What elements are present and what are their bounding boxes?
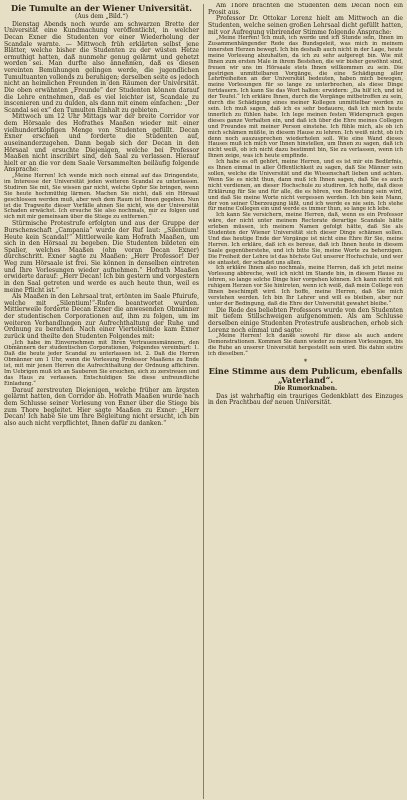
paragraph: Als Maaßen in den Lehrsaal trat, ertönten im Saale Pfuirufe, welche mit „Silentium!“-Rufen beantwortet wurden. Mittlerweile forderte Decan Exner die anwesenden Obmänner der studentischen Corporationen auf, ihm zu folgen, um im weiteren Verhandlungen zur Aufrechthaltung der Ruhe und Ordnung zu berathen. Nach einer Viertelstunde kam Exner zurück und theilte den Studenten Folgendes mit: bbox=[4, 293, 199, 340]
paragraph-quote: Ich habe es oft gehört, meine Herren, und es ist mir ein Bedürfnis, es Ihnen einmal in aller Öffentlichkeit zu sagen, daß Sie Männer sein sollen, welche die Universität und die Wissenschaft lieben und achten. Wenn Sie es nicht thun, dann muß ich Ihnen sagen, daß Sie es auch nicht verdienen, an dieser Hochschule zu studiren. Ich hoffe, daß diese Erklärung für Sie und für alle, die es hören, von Bedeutung sein wird, und daß Sie meine Worte nicht vergessen werden. Ich bin kein Mann, der von seiner Überzeugung läßt, und ich werde es nie sein. Ich stehe für meine Collegen ein und werde es immer thun, so lange ich lebe. bbox=[208, 159, 403, 213]
paragraph: Am Thore brachten die Studenten dem Decan noch ein Prosit aus. bbox=[208, 3, 403, 16]
paragraph-quote: Ich kann Sie versichern, meine Herren, daß, wenn es ein Professor wäre, der nicht unter meinem Rectorate derartige Scandale hätte erleben müssen, ich meinem Namen gefolgt hätte, daß Sie als Studenten der Wiener Universität sich dieser Dinge schämen sollen. Und das heutige Ende der Vorgänge ist nicht eine Ehre für Sie, meine Herren. Ich erkläre, daß ich es bereue, daß ich Ihnen heute in diesem Saale gegenüberstehe, und ich bitte Sie, meine Worte zu beherzigen. Die Freiheit der Lehre ist das höchste Gut unserer Hochschule, und wer sie antastet, der schadet uns allen. bbox=[208, 212, 403, 266]
article-headline: Die Tumulte an der Wiener Universität. bbox=[11, 3, 192, 13]
paragraph-quote: „Meine Herren! Ich danke sowohl für diese als auch andere Demonstrationen. Kommen Sie dann wieder zu meinen Vorlesungen, bis die Ruhe an unserer Universität hergestellt sein wird. Bis dahin sistire ich dieselben.“ bbox=[208, 333, 403, 358]
right-column bbox=[204, 3, 403, 800]
paragraph: Dienstag Abends noch wurde am schwarzen Brette der Universität eine Kundmachung veröffentlicht, in welcher Decan Exner die Studenten vor einer Wiederholung der Scandale warnte. — Mittwoch früh erklärten selbst jene Blätter, welche bisher die Studenten zu der wüsten Hetze ermuthigt hatten, daß nunmehr genug gelärmt und gehetzt worden sei. Man durfte also annehmen, daß es diesen vereinten Bemühungen gelingen werde, die jugendlichen Tumultuanten vollends zu beruhigen; derselben seite es jedoch nicht an heimlichen Freunden in den Räumen der Universität. Die oben erwähnten „Freunde“ der Studenten können darauf die Lehre entnehmen, daß es viel leichter ist, Scandale zu inscenieren und zu dulden, als dann mit einem einfachen: „Der Scandal sei ex“ den Tumulten Einhalt zu gebieten. bbox=[4, 20, 199, 114]
paragraph: Die Rede des beliebten Professors wurde von den Studenten mit tiefem Stillschweigen aufgenommen. Als am Schlusse derselben einige Studenten Protestrufe ausbrachen, erhob sich Lorenz noch einmal und sagte: bbox=[208, 306, 403, 334]
paragraph: Professor Dr. Ottokar Lorenz hielt am Mittwoch an die Studenten, welche seinen großen Lehrsaal dicht gefüllt hatten, mit vor Aufregung vibrirender Stimme folgende Ansprache: bbox=[208, 15, 403, 36]
paragraph: Das ist wahrhaftig ein trauriges Gedenkblatt des Einzuges in den Prachtbau der neuen Universität. bbox=[208, 392, 403, 407]
left-column bbox=[4, 3, 203, 800]
second-subheadline: Die Rumorknaben. bbox=[273, 384, 338, 392]
article-source: (Aus dem „Bild.“) bbox=[74, 13, 129, 20]
paragraph-quote: Ich erkläre Ihnen also nochmals, meine Herren, daß ich jetzt meine Vorlesung abbreche, weil ich nicht im Stande bin, in diesem Hause zu lehren, so lange solche Dinge hier vorgehen können. Ich kann nicht mit ruhigem Herzen vor Sie hintreten, wenn ich weiß, daß mein College von Ihnen beschimpft wird. Ich hoffe, meine Herren, daß Sie mich verstehen werden. Ich bin Ihr Lehrer und will es bleiben, aber nur unter der Bedingung, daß die Ehre der Universität gewahrt bleibe.“ bbox=[208, 265, 403, 307]
paragraph-quote: „Meine Herren! Ich muß, ich werde und ich Stunde sein, Ihnen im Zusammenhängender Rede das Bundsgeleit, was mich in meinem innersten Herzen bewegt. Ich bin deshalb auch nicht in der Lage, heute meine Vorlesung abzuhalten, da ich zu sehr aufgeregt bin. Wie mit Ihnen zum ersten Male in ihrem Bestehen, die wir bisher gewöhnt sind, freuen wir uns im Hörsaale stets Ihnen willkommen zu sein. Die gestrigen unmittelbaren Vorgänge, die eine Schädigung aller Lehrfreiheiten an der Universität bedeuten, haben mich bewogen, meine Vorlesungen für so lange zu unterbrechen, als diese Dinge fortdauern. Ich kann Sie das Wort halten: erwidern: „Da hilf ich, und ist der Teufel.“ Ich erkläre Ihnen, durch die Vorgänge mitbetroffen zu sein, durch die Schädigung eines meiner Kollegen unmittelbar worden zu sein. Ich muß sagen, daß ich es sehr bedauere, daß ich mich heute innerlich zu fühlen habe. Ich lege meinen festen Widerspruch gegen dieses ganze Verhalten ein, und daß ich über die Ehre meines Collegen und Freundes mit meiner Person einstehe. Ich fühle mich, als ob ich mich schämen müßte, in diesem Hause zu lehren. Ich weiß nicht, ob ich denn noch auszusprechen wiederholen soll. Wie eine Wand dieses Hauses muß ich mich vor Ihnen hinstellen, um Ihnen zu sagen, daß ich nicht weiß, ob ich nicht dazu bestimmt bin, Sie zu verlassen, wenn ich Ihnen zeige, was ich heute empfinde. bbox=[208, 35, 403, 160]
paragraph: Mittwoch um 12 Uhr Mittags war der breite Corridor vor dem Hörsaale des Hofrathes Maaßen wieder mit einer vielhundertköpfigen Menge von Studenten gefüllt. Decan Exner erschien und forderte die Studenten auf, auseinanderzugehen. Dann begab sich der Decan in den Hörsaal und ersuchte Diejenigen, welche bei Professor Maaßen nicht inscribirt sind, den Saal zu verlassen. Hierauf hielt er an die vor dem Saale Versammelten beiläufig folgende Ansprache: bbox=[4, 113, 199, 174]
paragraph-quote: „Meine Herren! Ich wende mich noch einmal auf das Dringendste, im Interesse der Universität jeden weiteren Scandal zu unterlassen. Studiren Sie mit, Sie wissen gar nicht, welche Opfer Sie bringen, wenn Sie heute hochmüthig lärmen. Machen Sie nicht, daß ein Hörsaal geschlossen werden muß, aber weh dem Raum ist Ihnen gegeben. Nun ist die Tragweite dieser Vorfälle ahnen Sie nicht, wie der Universität Schaden erwächst. Ich ersuche Sie also nochmals, mir zu folgen und sich mit mir gemeinsam über die Stiege zu entfernen.“ bbox=[4, 173, 199, 221]
section-separator: * bbox=[303, 357, 308, 366]
paragraph: Darauf zerstreuten Diejenigen, welche früher am ärgsten gelärmt hatten, den Corridor ab. Hofrath Maaßen wurde nach dem Schlusse seiner Vorlesung von Exner über die Stiege bis zum Thore begleitet. Hier sagte Maaßen zu Exner: „Herr Decan! Ich habe Sie um Ihre Begleitung nicht ersucht, ich bin also auch nicht verpflichtet, Ihnen dafür zu danken.“ bbox=[4, 386, 199, 427]
paragraph-quote: „Ich habe im Einvernehmen mit Ihren Vertrauensmännern, den Obmännern der studentischen Corporationen, Folgendes vereinbart: 1. Daß die heute jeder Scandal zu unterlassen ist. 2. Daß die Herren Obmänner um 1 Uhr, wenn die Vorlesung Professor Maaßens zu Ende ist, mit mir jenen Herren die Aufrechthaltung der Ordnung affichiren. Im Uebrigen muß ich an Sauberen Sie ersuchen, sich zu zerstreuen und das Haus zu verlassen. Entschuldigen Sie diese unfreundliche Einladung.“ bbox=[4, 339, 199, 387]
paragraph: Stürmische Protestrufe erfolgten und aus der Gruppe der Burschenschaft „Campania“ wurde der Ruf laut: „Silentium! Heute kein Scandal!“ Mittlerweile kam Hofrath Maaßen, um sich in den Hörsaal zu begeben. Die Studenten bildeten ein Spalier, welches Maaßen (ohn voran Decan Exner) durchschritt. Exner sagte zu Maaßen: „Herr Professor! Der Weg zum Hörsaale ist frei. Sie können in denselben eintreten und Ihre Vorlesungen wieder aufnehmen.“ Hofrath Maaßen erwiderte darauf: „Herr Decan! Ich bin gestern und vorgestern in den Saal getreten und werde es auch heute thun, weil es meine Pflicht ist.“ bbox=[4, 220, 199, 294]
second-headline: Eine Stimme aus dem Publicum, ebenfalls „Vaterland“. bbox=[208, 365, 403, 385]
